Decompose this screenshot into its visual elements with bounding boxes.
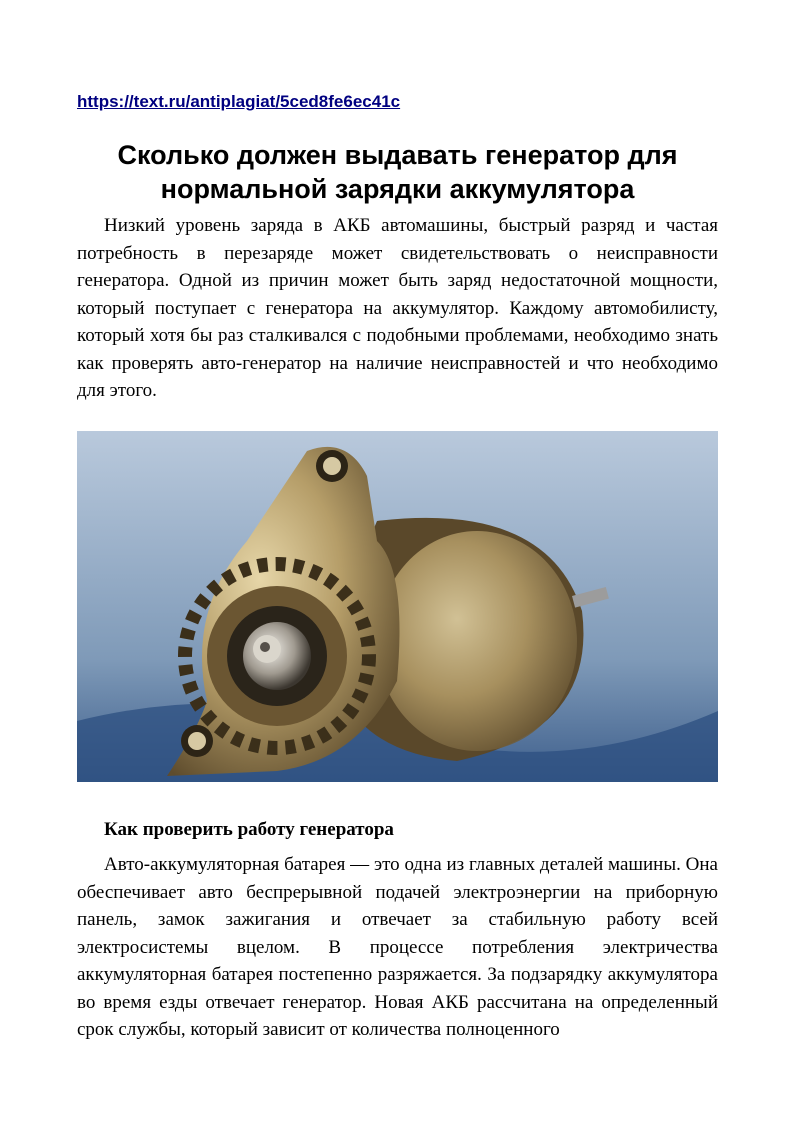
- section-paragraph: Авто-аккумуляторная батарея — это одна из главных деталей машины. Она обеспечивает авто беспрерывной подачей электроэнергии на приборную панель, замок зажигания и отвечает за стабильную работу всей электросистемы вцелом. В процессе потребления электричества аккумуляторная батарея постепенно разряжается. За подзарядку аккумулятора во время езды отвечает генератор. Новая АКБ рассчитана на определенный срок службы, который зависит от количества полноценного: [77, 854, 718, 1040]
- source-link[interactable]: https://text.ru/antiplagiat/5ced8fe6ec41c: [77, 92, 401, 111]
- section-heading: Как проверить работу генератора: [104, 819, 394, 840]
- page-title: Сколько должен выдавать генератор для нормальной зарядки аккумулятора: [117, 140, 678, 204]
- intro-paragraph: Низкий уровень заряда в АКБ автомашины, быстрый разряд и частая потребность в перезаряде может свидетельствовать о неисправности генератора. Одной из причин может быть заряд недостаточной мощности, который поступает с генератора на аккумулятор. Каждому автомобилисту, который хотя бы раз сталкивался с подобными проблемами, необходимо знать как проверять авто-генератор на наличие неисправностей и что необходимо для этого.: [77, 215, 718, 401]
- alternator-photo: [77, 431, 718, 782]
